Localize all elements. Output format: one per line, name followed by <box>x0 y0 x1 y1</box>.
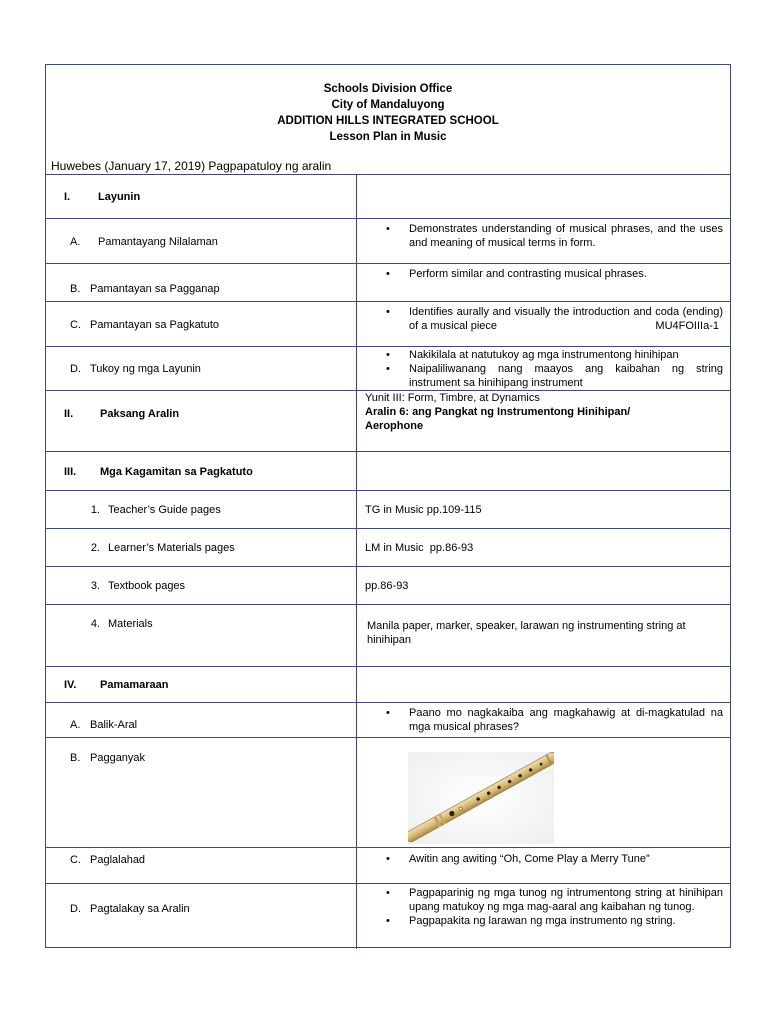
row-marker: 4. <box>90 618 100 630</box>
row-label: Teacher’s Guide pages <box>108 504 221 516</box>
row-value: pp.86-93 <box>365 580 409 592</box>
competency-code: MU4FOIIIa-1 <box>655 320 719 332</box>
row-materials <box>46 604 730 666</box>
row-marker: IV. <box>64 679 77 691</box>
row-pagtalakay <box>46 883 730 949</box>
row-marker: 3. <box>90 580 100 592</box>
row-kagamitan <box>46 451 730 490</box>
row-marker: III. <box>64 465 77 478</box>
bullet-item: • Paano mo nagkakaiba ang magkahawig at di-magkatulad na mga musical phrases? <box>357 706 729 734</box>
row-pamamaraan <box>46 666 730 702</box>
bullet-item: • Demonstrates understanding of musical phrases, and the uses and meaning of musical terms in form. <box>357 222 729 250</box>
row-marker: 1. <box>90 504 100 516</box>
bullet-item: • Pagpaparinig ng mga tunog ng intrumentong string at hinihipan upang matukoy ng mga mag-aaral ang kaibahan ng tunog. <box>357 886 729 914</box>
bullet-item: • Awitin ang awiting “Oh, Come Play a Merry Tune” <box>357 852 729 866</box>
flute-image <box>408 752 554 844</box>
row-value: Manila paper, marker, speaker, larawan ng instrumenting string at hinihipan <box>367 620 686 646</box>
row-marker: D. <box>70 363 81 375</box>
row-label: Paglalahad <box>90 854 146 866</box>
row-label: Layunin <box>98 191 141 203</box>
row-pagganyak <box>46 737 730 847</box>
row-marker: D. <box>70 903 81 915</box>
row-marker: C. <box>70 318 81 331</box>
row-marker: A. <box>70 235 81 248</box>
row-learners-materials <box>46 528 730 566</box>
date-line: Huwebes (January 17, 2019) Pagpapatuloy ng aralin <box>51 159 332 173</box>
row-label: Pamantayan sa Pagkatuto <box>90 318 220 331</box>
row-label: Pamantayan sa Pagganap <box>90 283 220 295</box>
row-pamantayang-nilalaman <box>46 218 730 263</box>
row-label: Tukoy ng mga Layunin <box>90 363 201 375</box>
row-label: Mga Kagamitan sa Pagkatuto <box>100 465 253 478</box>
header-title: Lesson Plan in Music <box>329 131 447 143</box>
row-paksang-aralin <box>46 390 730 451</box>
row-pamantayan-pagganap <box>46 263 730 301</box>
bullet-item: • Pagpapakita ng larawan ng mga instrumento ng string. <box>357 914 729 928</box>
row-label: Paksang Aralin <box>100 408 180 420</box>
row-label: Pagganyak <box>90 752 146 764</box>
row-paglalahad <box>46 847 730 883</box>
header-school: ADDITION HILLS INTEGRATED SCHOOL <box>277 115 499 127</box>
row-label: Materials <box>108 618 153 630</box>
bullet-item: • Naipaliliwanang nang maayos ang kaibahan ng string instrument sa hinihipang instrument <box>357 362 729 390</box>
unit-title: Yunit III: Form, Timbre, at Dynamics <box>365 392 540 404</box>
document-header <box>46 65 730 145</box>
row-marker: B. <box>70 283 81 295</box>
bullet-item: • Nakikilala at natutukoy ag mga instrumentong hinihipan <box>357 348 729 362</box>
bullet-item: • Perform similar and contrasting musical phrases. <box>357 267 729 281</box>
row-marker: II. <box>64 408 74 420</box>
row-marker: B. <box>70 752 81 764</box>
row-balik-aral <box>46 702 730 737</box>
header-city: City of Mandaluyong <box>331 99 445 111</box>
row-label: Pagtalakay sa Aralin <box>90 903 190 915</box>
row-tukoy-layunin <box>46 346 730 390</box>
row-label: Pamantayang Nilalaman <box>98 235 218 248</box>
row-label: Learner’s Materials pages <box>108 542 235 554</box>
bullet-item <box>357 305 729 333</box>
header-division: Schools Division Office <box>323 83 453 95</box>
row-marker: C. <box>70 854 81 866</box>
row-value: LM in Music pp.86-93 <box>365 542 474 554</box>
lesson-plan-table <box>45 64 731 948</box>
row-marker: I. <box>64 191 71 203</box>
lesson-title: Aralin 6: ang Pangkat ng Instrumentong Hinihipan/ Aerophone <box>365 406 631 432</box>
row-layunin <box>46 174 730 218</box>
row-value: TG in Music pp.109-115 <box>365 504 482 516</box>
row-marker: 2. <box>90 542 100 554</box>
row-label: Pamamaraan <box>100 679 169 691</box>
row-label: Textbook pages <box>108 580 186 592</box>
row-textbook <box>46 566 730 604</box>
bullet-text: Identifies aurally and visually the introduction and coda (ending) of a musical piece <box>409 306 723 332</box>
row-label: Balik-Aral <box>90 718 138 731</box>
row-teachers-guide <box>46 490 730 528</box>
row-marker: A. <box>70 718 81 731</box>
row-pamantayan-pagkatuto <box>46 301 730 346</box>
